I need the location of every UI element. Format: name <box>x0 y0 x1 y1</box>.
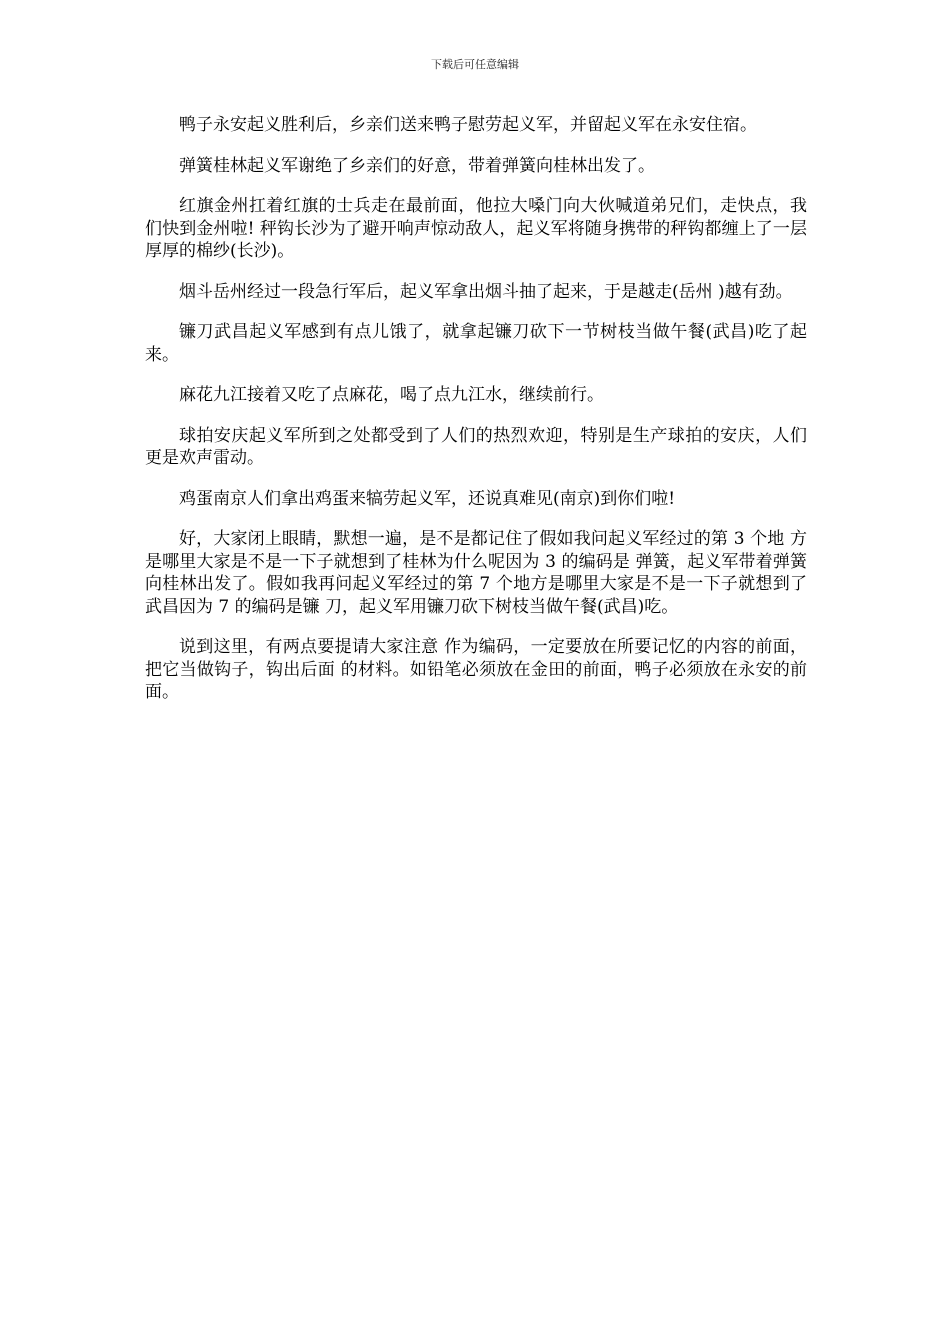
paragraph-yongan: 鸭子永安起义胜利后，乡亲们送来鸭子慰劳起义军，并留起义军在永安住宿。 <box>179 115 757 135</box>
paragraph-review: 好，大家闭上眼睛，默想一遍，是不是都记住了假如我问起义军经过的第 3 个地 方是哪里大家是不是一下子就想到了桂林为什么呢因为 3 的编码是 弹簧，起义军带着弹簧向桂林出发了。假如我再问起义军经过的第 7 个地方是哪里大家是不是一下子就想到了武昌因为 7 的编码是镰 刀，起义军用镰刀砍下树枝当做午餐(武昌)吃。 <box>145 529 807 617</box>
paragraph-notes: 说到这里，有两点要提请大家注意 作为编码，一定要放在所要记忆的内容的前面，把它当做钩子，钩出后面 的材料。如铅笔必须放在金田的前面，鸭子必须放在永安的前 面。 <box>145 637 807 702</box>
paragraph-yuezhou: 烟斗岳州经过一段急行军后，起义军拿出烟斗抽了起来，于是越走(岳州 )越有劲。 <box>179 281 793 302</box>
document-body <box>145 114 807 722</box>
paragraph-jiujiang: 麻花九江接着又吃了点麻花，喝了点九江水，继续前行。 <box>179 385 604 405</box>
paragraph-guilin: 弹簧桂林起义军谢绝了乡亲们的好意，带着弹簧向桂林出发了。 <box>179 155 655 176</box>
paragraph-wuchang: 镰刀武昌起义军感到有点儿饿了，就拿起镰刀砍下一节树枝当做午餐(武昌)吃了起来。 <box>145 322 807 365</box>
page-header-note: 下载后可任意编辑 <box>431 58 519 71</box>
paragraph-nanjing: 鸡蛋南京人们拿出鸡蛋来犒劳起义军，还说真难见(南京)到你们啦! <box>179 488 676 509</box>
paragraph-jinzhou-changsha: 红旗金州扛着红旗的士兵走在最前面，他拉大嗓门向大伙喊道弟兄们，走快点，我们快到金州啦! 秤钩长沙为了避开响声惊动敌人，起义军将随身携带的秤钩都缠上了一层 厚厚的棉纱(长沙)。 <box>145 196 807 261</box>
paragraph-anqing: 球拍安庆起义军所到之处都受到了人们的热烈欢迎，特别是生产球拍的安庆，人们更是欢声雷动。 <box>145 425 807 468</box>
